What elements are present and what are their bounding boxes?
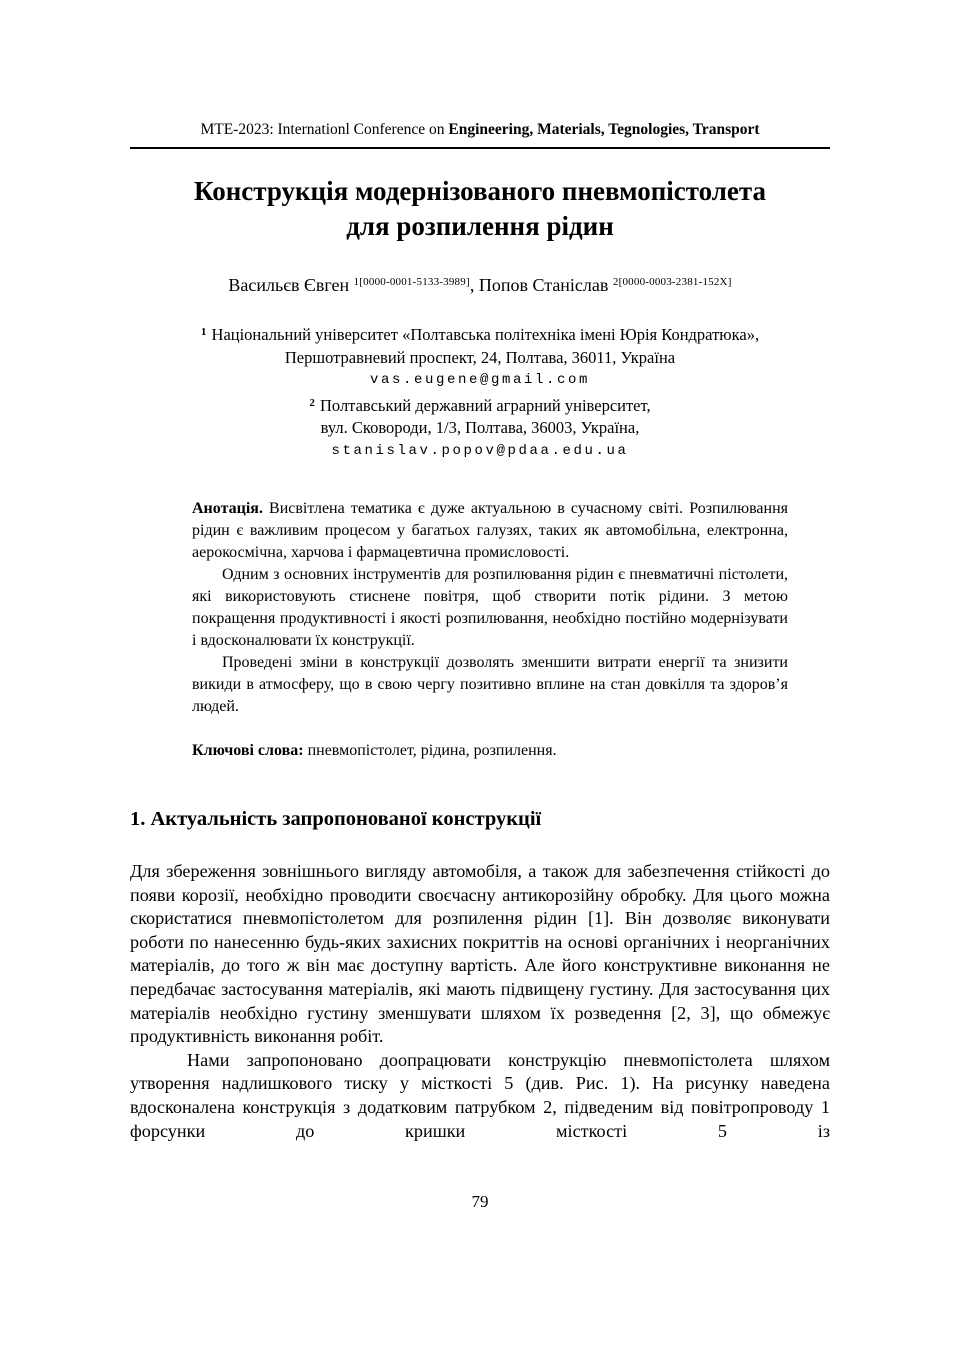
body-paragraph-2: Нами запропоновано доопрацювати конструкцію пневмопістолета шляхом утворення надлишкового тиску у місткості 5 (див. Рис. 1). На рисунку наведена вдосконалена конструкція з додатковим патрубком 2, підведеним від повітропроводу 1 форсунки до кришки місткості 5 із: [130, 1049, 830, 1141]
paper-title-line-2: для розпилення рідин: [346, 211, 614, 241]
affiliation-2-marker: 2: [309, 396, 315, 409]
affiliation-2-institution-line: [130, 392, 830, 418]
keywords-text: пневмопістолет, рідина, розпилення.: [303, 742, 557, 759]
affiliation-2-institution: Полтавський державний аграрний університет,: [315, 395, 651, 415]
section-1-body: [130, 860, 830, 1143]
abstract-paragraph-1-text: Висвітлена тематика є дуже актуальною в сучасному світі. Розпилювання рідин є важливим процесом у багатьох галузях, таких як автомобільна, електронна, аерокосмічна, харчова і фармацевтична промисловості.: [192, 500, 788, 561]
section-1-heading: 1. Актуальність запропонованої конструкції: [130, 808, 542, 830]
abstract-paragraph-3: Проведені зміни в конструкції дозволять зменшити витрати енергії та знизити викиди в атмосферу, що в свою чергу позитивно вплине на стан довкілля та здоров’я людей.: [192, 654, 788, 715]
affiliation-1-institution-line: [130, 321, 830, 347]
abstract-paragraph-2: Одним з основних інструментів для розпилювання рідин є пневматичні пістолети, які використовують стиснене повітря, щоб створити потік рідини. З метою покращення продуктивності і якості розпилювання, необхідно постійно модернізувати і вдосконалювати їх конструкції.: [192, 566, 788, 649]
running-head-emphasis: Engineering, Materials, Tegnologies, Transport: [448, 121, 760, 138]
author-1-name: Васильєв Євген: [228, 275, 354, 295]
running-head-prefix: MTE-2023: Internationl Conference on: [200, 121, 449, 138]
abstract-paragraph-1: [192, 498, 788, 564]
keywords-label: Ключові слова:: [192, 742, 304, 759]
abstract-label: Анотація.: [192, 500, 263, 517]
authors-line: [130, 270, 830, 297]
paper-title: [130, 174, 830, 244]
paper-title-line-1: Конструкція модернізованого пневмопістолета: [193, 176, 767, 206]
affiliation-1-marker: 1: [200, 326, 207, 338]
affiliation-1-email: vas.eugene@gmail.com: [369, 372, 591, 388]
affiliations-block: [130, 321, 830, 462]
page-number: 79: [471, 1192, 489, 1211]
affiliation-2-email: stanislav.popov@pdaa.edu.ua: [331, 442, 629, 459]
authors-separator: ,: [469, 275, 479, 295]
header-rule: [130, 147, 830, 149]
body-paragraph-1: Для збереження зовнішнього вигляду автомобіля, а також для забезпечення стійкості до появи корозії, необхідно проводити своєчасну антикорозійну обробку. Для цього можна скористатися пневмопістолетом для розпилення рідин [1]. Він дозволяє виконувати роботи по нанесенню будь-яких захисних покриттів на основі органічних і неорганічних матеріалів, до того ж він має доступну вартість. Але його конструктивне виконання не передбачає застосування матеріалів, які мають підвищену густину. Для застосування цих матеріалів необхідно густину зменшувати шляхом їх розведення [2, 3], що обмежує продуктивність виконання робіт.: [130, 861, 830, 1047]
affiliation-1-address: Першотравневий проспект, 24, Полтава, 36011, Україна: [284, 347, 676, 367]
affiliation-1-institution: Національний університет «Полтавська політехніка імені Юрія Кондратюка»,: [207, 325, 760, 344]
abstract-block: [192, 498, 788, 762]
author-2-orcid: 2[0000-0003-2381-152X]: [612, 276, 732, 288]
running-head: [130, 120, 830, 139]
author-2-name: Попов Станіслав: [478, 275, 613, 295]
author-1-orcid: 1[0000-0001-5133-3989]: [353, 276, 470, 288]
affiliation-2-address: вул. Сковороди, 1/3, Полтава, 36003, Україна,: [320, 418, 640, 437]
keywords-line: [192, 740, 788, 762]
